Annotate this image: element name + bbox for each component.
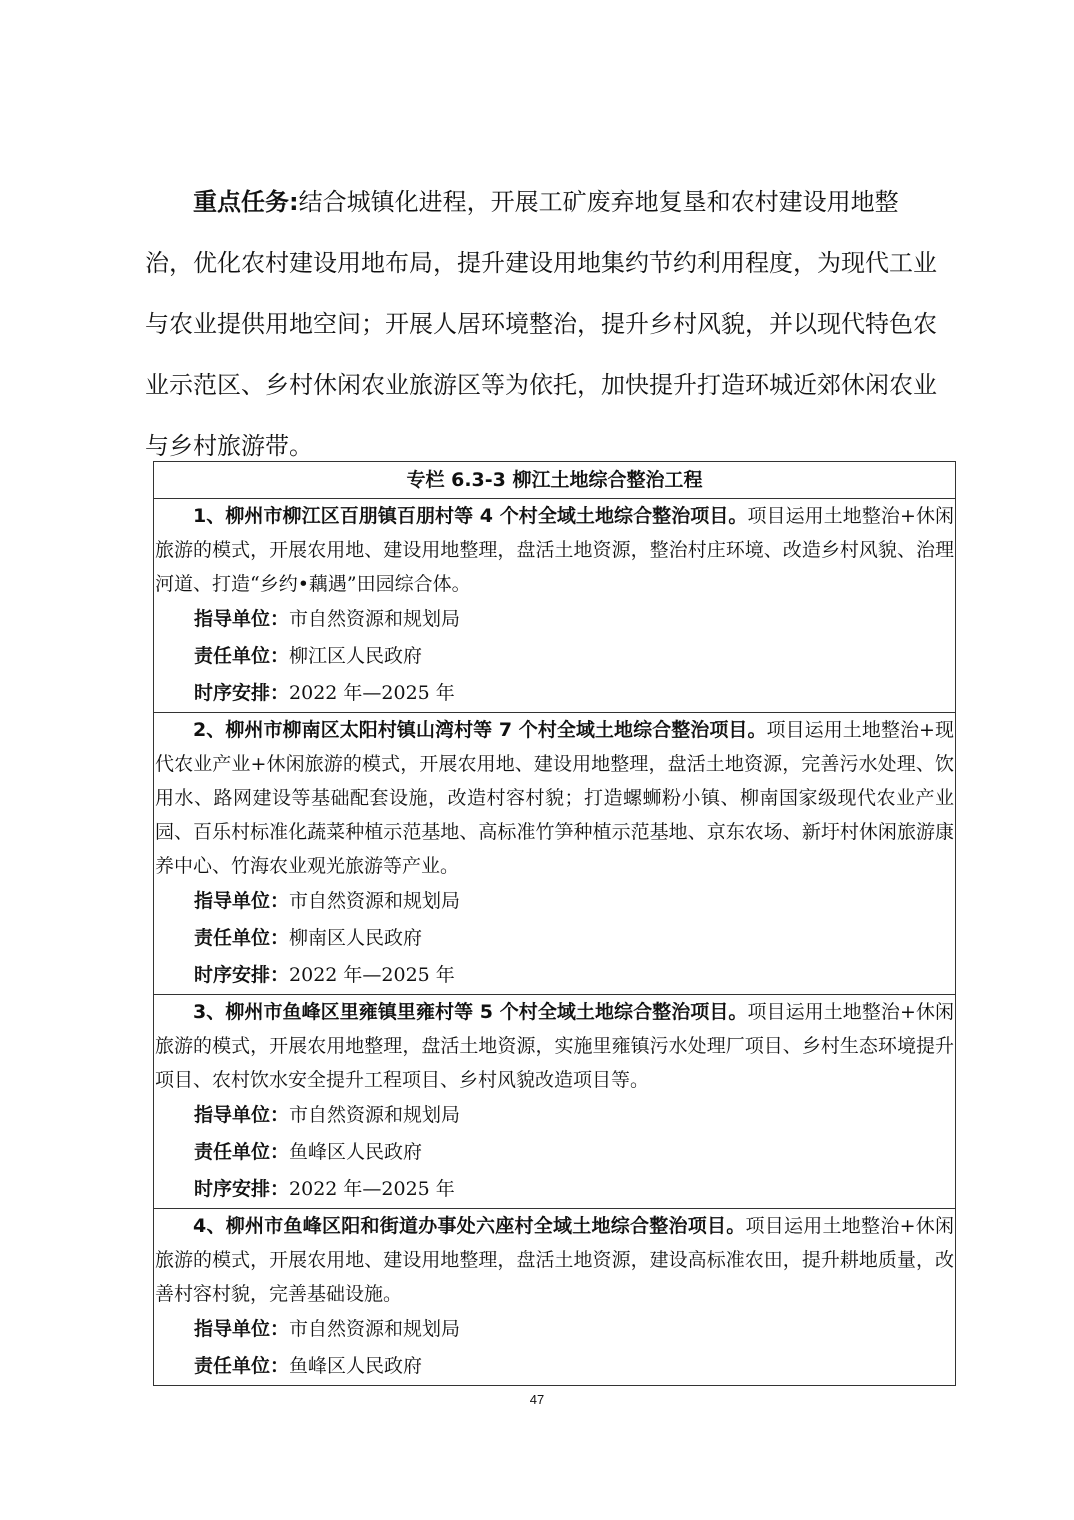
responsible-unit-row	[154, 1134, 955, 1171]
schedule-label: 时序安排：	[194, 1178, 290, 1200]
schedule-value: 2022 年—2025 年	[289, 964, 455, 986]
schedule-row	[154, 675, 955, 712]
box-title: 专栏 6.3-3 柳江土地综合整治工程	[154, 462, 955, 499]
guide-unit-row	[154, 1311, 955, 1348]
guide-unit-row	[154, 1097, 955, 1134]
guide-unit-row	[154, 883, 955, 920]
responsible-unit-value: 鱼峰区人民政府	[289, 1355, 423, 1377]
project-body: 项目运用土地整治+休闲旅游的模式，开展农用地、建设用地整理，盘活土地资源，整治村庄环境、改造乡村风貌、治理河道、打造“乡约•藕遇”田园综合体。	[155, 505, 955, 595]
intro-label: 重点任务	[193, 188, 289, 216]
responsible-unit-label: 责任单位：	[194, 927, 290, 949]
schedule-label: 时序安排：	[194, 964, 290, 986]
guide-unit-label: 指导单位：	[194, 1104, 290, 1126]
schedule-row	[154, 1171, 955, 1208]
project-description	[154, 1209, 955, 1311]
project-item	[154, 1209, 955, 1385]
responsible-unit-row	[154, 920, 955, 957]
project-heading: 1、柳州市柳江区百朋镇百朋村等 4 个村全域土地综合整治项目。	[193, 505, 748, 527]
page-number: 47	[529, 1392, 545, 1407]
project-item	[154, 499, 955, 713]
guide-unit-value: 市自然资源和规划局	[289, 890, 461, 912]
guide-unit-label: 指导单位：	[194, 1318, 290, 1340]
guide-unit-label: 指导单位：	[194, 890, 290, 912]
project-body: 项目运用土地整治+现代农业产业+休闲旅游的模式，开展农用地、建设用地整理，盘活土地资源，完善污水处理、饮用水、路网建设等基础配套设施，改造村容村貌；打造螺蛳粉小镇、柳南国家级现代农业产业园、百乐村标准化蔬菜种植示范基地、高标准竹笋种植示范基地、京东农场、新圩村休闲旅游康养中心、竹海农业观光旅游等产业。	[155, 719, 955, 877]
guide-unit-value: 市自然资源和规划局	[289, 1318, 461, 1340]
project-body: 项目运用土地整治+休闲旅游的模式，开展农用地整理，盘活土地资源，实施里雍镇污水处理厂项目、乡村生态环境提升项目、农村饮水安全提升工程项目、乡村风貌改造项目等。	[155, 1001, 955, 1091]
intro-colon: :	[289, 188, 299, 216]
project-item	[154, 995, 955, 1209]
project-item	[154, 713, 955, 995]
project-description	[154, 713, 955, 883]
responsible-unit-value: 柳江区人民政府	[289, 645, 423, 667]
schedule-value: 2022 年—2025 年	[289, 1178, 455, 1200]
project-box	[153, 461, 956, 1386]
responsible-unit-row	[154, 638, 955, 675]
schedule-value: 2022 年—2025 年	[289, 682, 455, 704]
responsible-unit-value: 鱼峰区人民政府	[289, 1141, 423, 1163]
responsible-unit-label: 责任单位：	[194, 1355, 290, 1377]
intro-text: 结合城镇化进程，开展工矿废弃地复垦和农村建设用地整治，优化农村建设用地布局，提升建设用地集约节约利用程度，为现代工业与农业提供用地空间；开展人居环境整治，提升乡村风貌，并以现代特色农业示范区、乡村休闲农业旅游区等为依托，加快提升打造环城近郊休闲农业与乡村旅游带。	[145, 188, 937, 460]
responsible-unit-row	[154, 1348, 955, 1385]
responsible-unit-value: 柳南区人民政府	[289, 927, 423, 949]
project-description	[154, 499, 955, 601]
schedule-label: 时序安排：	[194, 682, 290, 704]
project-description	[154, 995, 955, 1097]
guide-unit-value: 市自然资源和规划局	[289, 608, 461, 630]
schedule-row	[154, 957, 955, 994]
responsible-unit-label: 责任单位：	[194, 645, 290, 667]
project-heading: 4、柳州市鱼峰区阳和街道办事处六座村全域土地综合整治项目。	[193, 1215, 746, 1237]
guide-unit-row	[154, 601, 955, 638]
guide-unit-value: 市自然资源和规划局	[289, 1104, 461, 1126]
project-body: 项目运用土地整治+休闲旅游的模式，开展农用地、建设用地整理，盘活土地资源，建设高标准农田，提升耕地质量，改善村容村貌，完善基础设施。	[155, 1215, 954, 1305]
project-heading: 2、柳州市柳南区太阳村镇山湾村等 7 个村全域土地综合整治项目。	[193, 719, 767, 741]
intro-paragraph	[145, 172, 945, 477]
responsible-unit-label: 责任单位：	[194, 1141, 290, 1163]
guide-unit-label: 指导单位：	[194, 608, 290, 630]
project-heading: 3、柳州市鱼峰区里雍镇里雍村等 5 个村全域土地综合整治项目。	[193, 1001, 748, 1023]
